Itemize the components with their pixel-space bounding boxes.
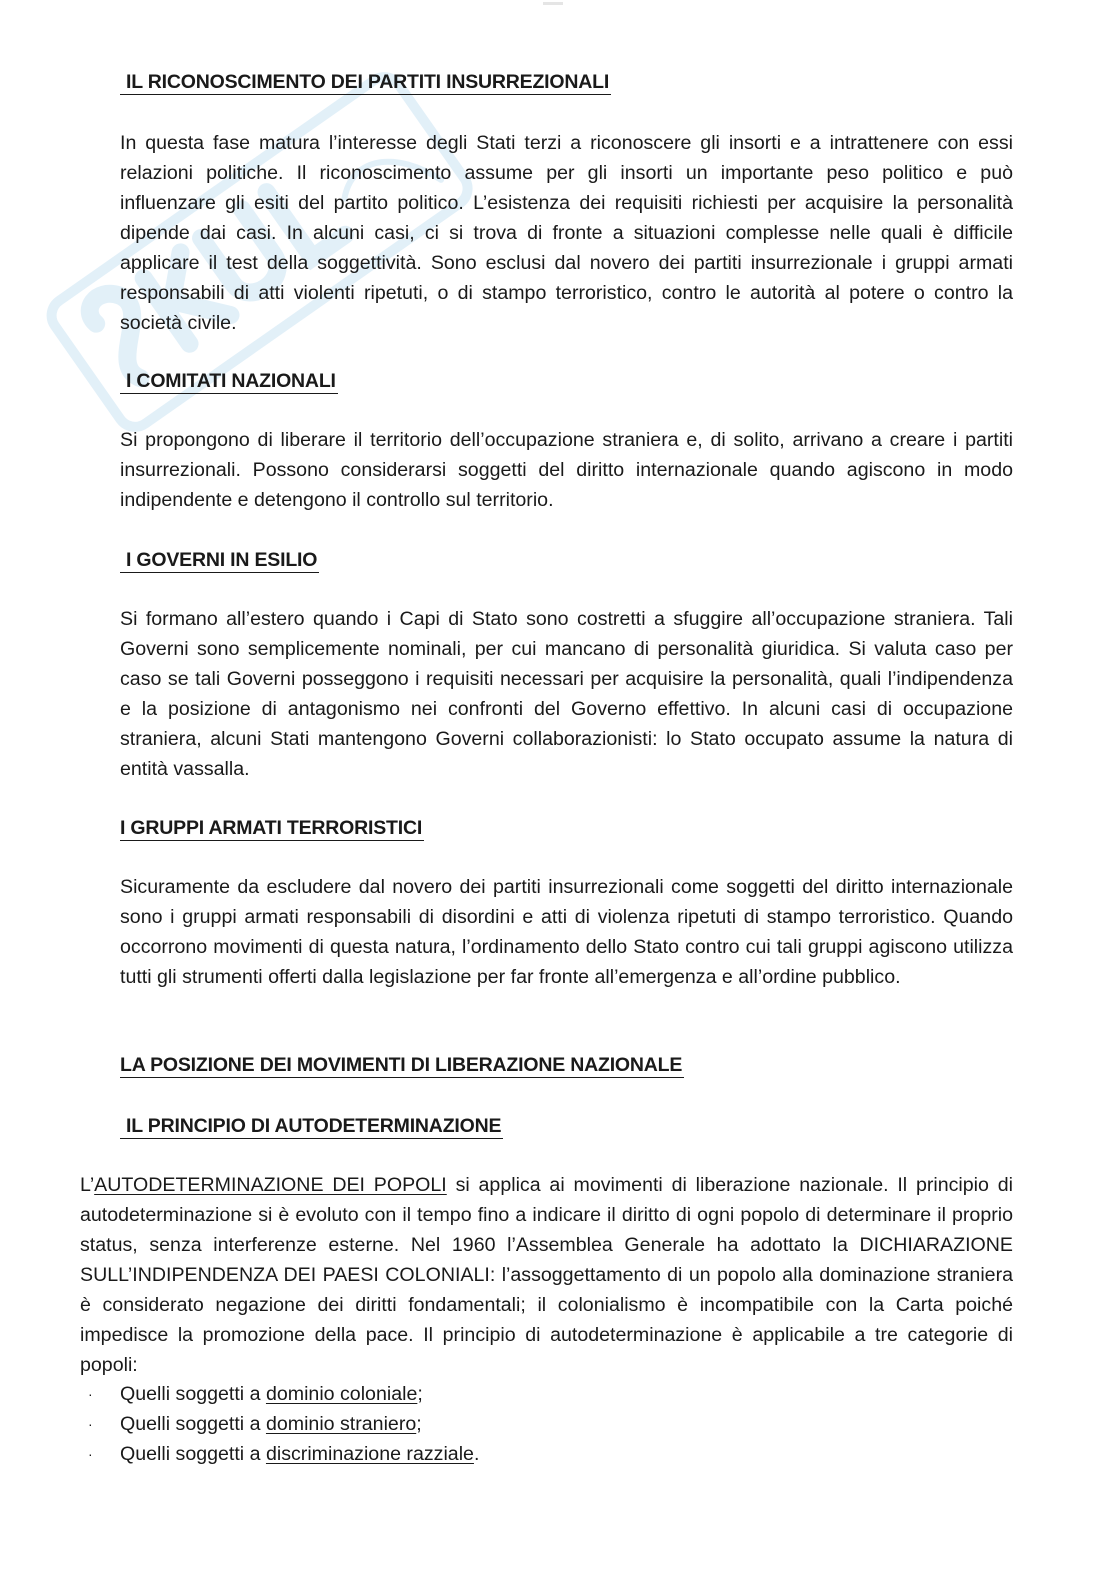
paragraph-gruppi: Sicuramente da escludere dal novero dei partiti insurrezionali come soggetti del diritto internazionale sono i gruppi armati responsabili di disordini e atti di violenza ripetuti di stampo terroristico. Quando occorrono movimenti di questa natura, l’ordinamento dello Stato contro cui tali gruppi agiscono utilizza tutti gli strumenti offerti dalla legislazione per far fronte all’emergenza e all’ordine pubblico.	[120, 876, 1013, 988]
link-dominio-straniero[interactable]: dominio straniero	[265, 1413, 417, 1435]
paragraph-riconoscimento: In questa fase matura l’interesse degli Stati terzi a riconoscere gli insorti e a intrattenere con essi relazioni politiche. Il riconoscimento assume per gli insorti un importante peso politico e può influenzare gli esiti del partito politico. L’esistenza dei requisiti richiesti per acquisire la personalità dipende dai casi. In alcuni casi, ci si trova di fronte a situazioni complesse nelle quali è difficile applicare il test della soggettività. Sono esclusi dal novero dei partiti insurrezionale i gruppi armati responsabili di atti violenti ripetuti, o di stampo terroristico, contro le autorità al potere o contro la società civile.	[120, 132, 1013, 334]
section-heading-governi: I GOVERNI IN ESILIO	[120, 548, 319, 572]
section-heading-comitati: I COMITATI NAZIONALI	[120, 369, 338, 393]
list-item	[80, 1439, 980, 1469]
list-item-punct: ;	[417, 1383, 423, 1405]
list-item-text: Quelli soggetti a	[120, 1383, 266, 1405]
section-heading-movimenti: LA POSIZIONE DEI MOVIMENTI DI LIBERAZIONE NAZIONALE	[120, 1054, 683, 1076]
link-autodeterminazione-dei-popoli[interactable]: AUTODETERMINAZIONE DEI POPOLI	[94, 1174, 447, 1196]
paragraph-governi: Si formano all’estero quando i Capi di Stato sono costretti a sfuggire all’occupazione straniera. Tali Governi sono semplicemente nominali, per cui mancano di personalità giuridica. Si valuta caso per caso se tali Governi posseggono i requisiti necessari per acquisire la personalità, quali l’indipendenza e la posizione di antagonismo nei confronti del Governo effettivo. In alcuni casi di occupazione straniera, alcuni Stati mantengono Governi collaborazionisti: lo Stato occupato assume la natura di entità vassalla.	[120, 608, 1013, 780]
list-item	[80, 1379, 980, 1409]
categories-list	[80, 1379, 980, 1469]
section-heading-autodeterminazione: IL PRINCIPIO DI AUTODETERMINAZIONE	[120, 1114, 503, 1138]
list-item-punct: ;	[416, 1413, 422, 1435]
paragraph-body: si applica ai movimenti di liberazione nazionale. Il principio di autodeterminazione si è evoluto con il tempo fino a indicare il diritto di ogni popolo di determinare il proprio status, senza interferenze esterne. Nel 1960 l’Assemblea Generale ha adottato la DICHIARAZIONE SULL’INDIPENDENZA DEI PAESI COLONIALI: l’assoggettamento di un popolo alla dominazione straniera è considerato negazione dei diritti fondamentali; il colonialismo è incompatibile con la Carta poiché impedisce la promozione della pace. Il principio di autodeterminazione è applicabile a tre categorie di popoli:	[80, 1174, 1013, 1376]
section-heading-riconoscimento: IL RICONOSCIMENTO DEI PARTITI INSURREZIONALI	[120, 70, 611, 94]
link-dominio-coloniale[interactable]: dominio coloniale	[265, 1383, 418, 1405]
list-item	[80, 1409, 980, 1439]
list-item-punct: .	[473, 1443, 480, 1465]
paragraph-prefix: L’	[80, 1174, 95, 1196]
bullet-dot-icon: ·	[88, 1386, 93, 1402]
bullet-dot-icon: ·	[88, 1416, 93, 1432]
bullet-dot-icon: ·	[88, 1446, 93, 1462]
list-item-text: Quelli soggetti a	[120, 1413, 266, 1435]
paragraph-autodeterminazione	[80, 1170, 1013, 1380]
link-discriminazione-razziale[interactable]: discriminazione razziale	[265, 1443, 474, 1465]
section-heading-gruppi: I GRUPPI ARMATI TERRORISTICI	[120, 817, 423, 839]
list-item-text: Quelli soggetti a	[120, 1443, 266, 1465]
paragraph-comitati: Si propongono di liberare il territorio dell’occupazione straniera e, di solito, arrivano a creare i partiti insurrezionali. Possono considerarsi soggetti del diritto internazionale quando agiscono in modo indipendente e detengono il controllo sul territorio.	[120, 429, 1013, 511]
